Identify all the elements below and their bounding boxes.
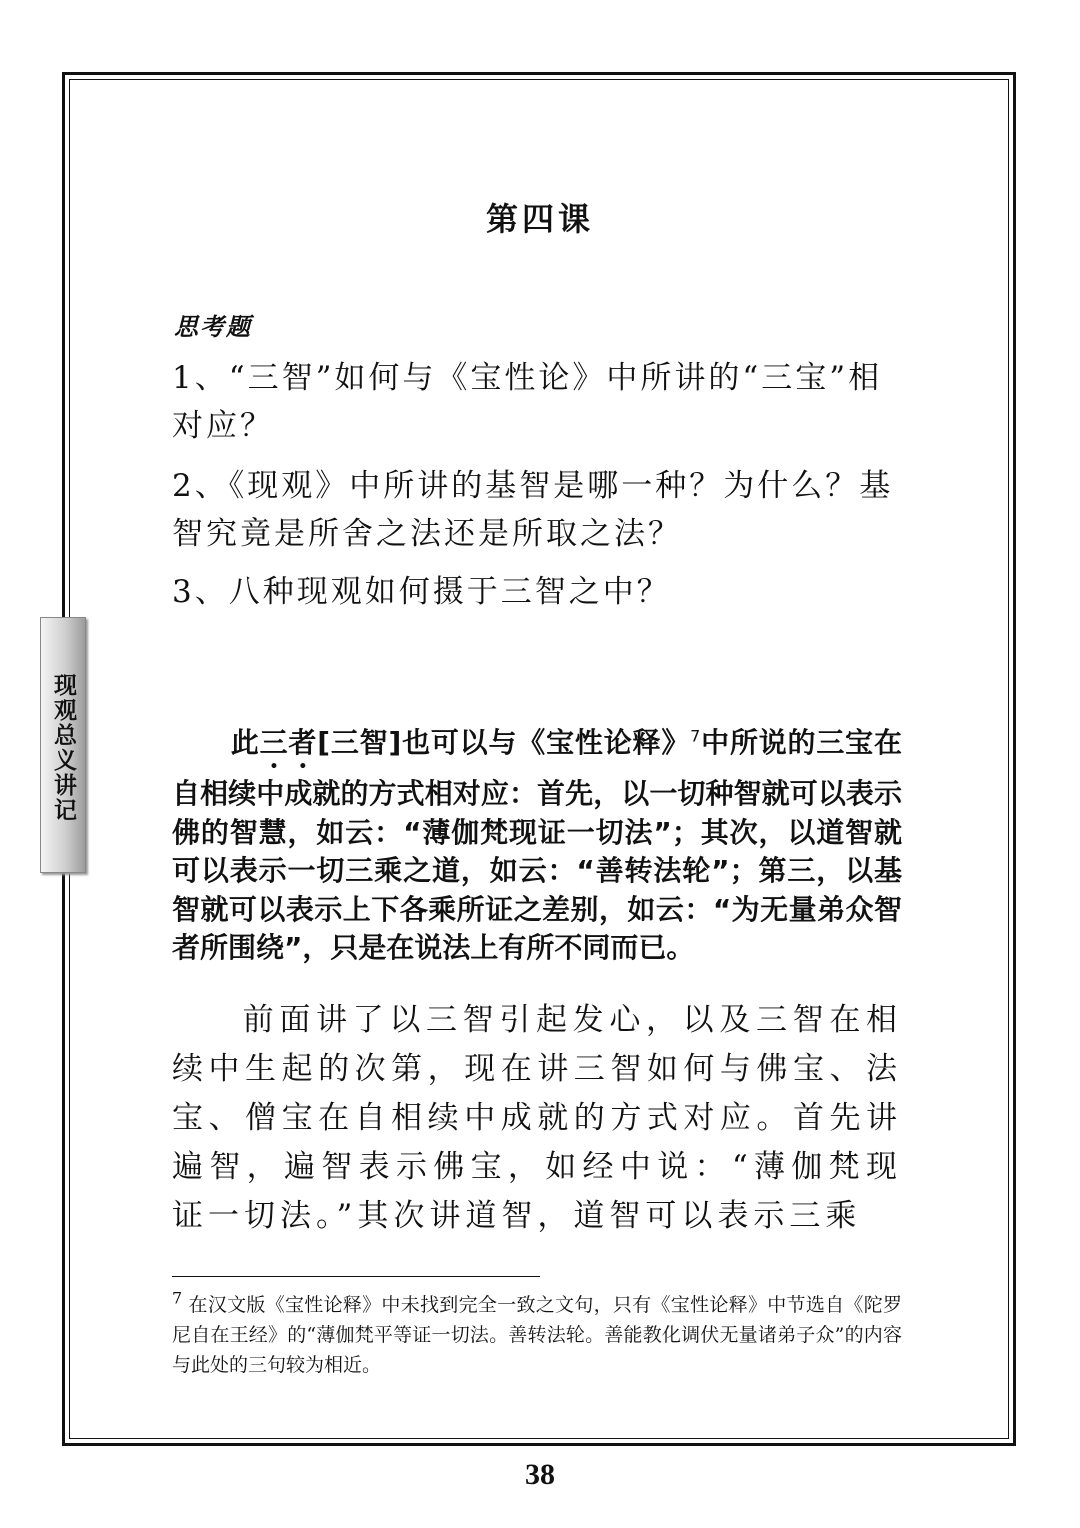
side-tab-title: 现观总义讲记 bbox=[50, 673, 77, 823]
questions-heading: 思考题 bbox=[174, 312, 252, 341]
root-text-paragraph bbox=[172, 724, 902, 968]
question-2: 2、《现观》中所讲的基智是哪一种？为什么？基智究竟是所舍之法还是所取之法？ bbox=[172, 468, 894, 552]
root-text-part-2: 中所说的三宝在自相续中成就的方式相对应：首先，以一切种智就可以表示佛的智慧，如云：“薄伽梵现证一切法”；其次，以道智就可以表示一切三乘之道，如云：“善转法轮”；第三，以基智就可以表示上下各乘所证之差别，如云：“为无量弟众智者所围绕”，只是在说法上有所不同而已。 bbox=[172, 726, 902, 964]
footnote-number: 7 bbox=[172, 1288, 183, 1308]
question-3: 3、八种现观如何摄于三智之中？ bbox=[172, 574, 671, 610]
root-text-part-1: [三智]也可以与《宝性论释》 bbox=[317, 726, 691, 759]
lesson-title: 第四课 bbox=[485, 200, 594, 238]
commentary-paragraph bbox=[172, 996, 902, 1241]
footnote-divider bbox=[172, 1276, 540, 1277]
root-text-emphasis: 三者 bbox=[259, 726, 318, 759]
footnote-marker[interactable]: 7 bbox=[690, 726, 701, 746]
footnote bbox=[172, 1290, 902, 1380]
question-1: 1、“三智”如何与《宝性论》中所讲的“三宝”相对应？ bbox=[172, 360, 883, 444]
commentary-text: 前面讲了以三智引起发心，以及三智在相续中生起的次第，现在讲三智如何与佛宝、法宝、僧宝在自相续中成就的方式对应。首先讲遍智，遍智表示佛宝，如经中说：“薄伽梵现证一切法。”其次讲道智，道智可以表示三乘 bbox=[172, 1002, 902, 1234]
side-tab bbox=[40, 617, 86, 873]
footnote-text: 在汉文版《宝性论释》中未找到完全一致之文句，只有《宝性论释》中节选自《陀罗尼自在王经》的“薄伽梵平等证一切法。善转法轮。善能教化调伏无量诸弟子众”的内容与此处的三句较为相近。 bbox=[172, 1294, 902, 1376]
root-text-lead: 此 bbox=[230, 726, 260, 759]
page-number: 38 bbox=[525, 1458, 555, 1491]
